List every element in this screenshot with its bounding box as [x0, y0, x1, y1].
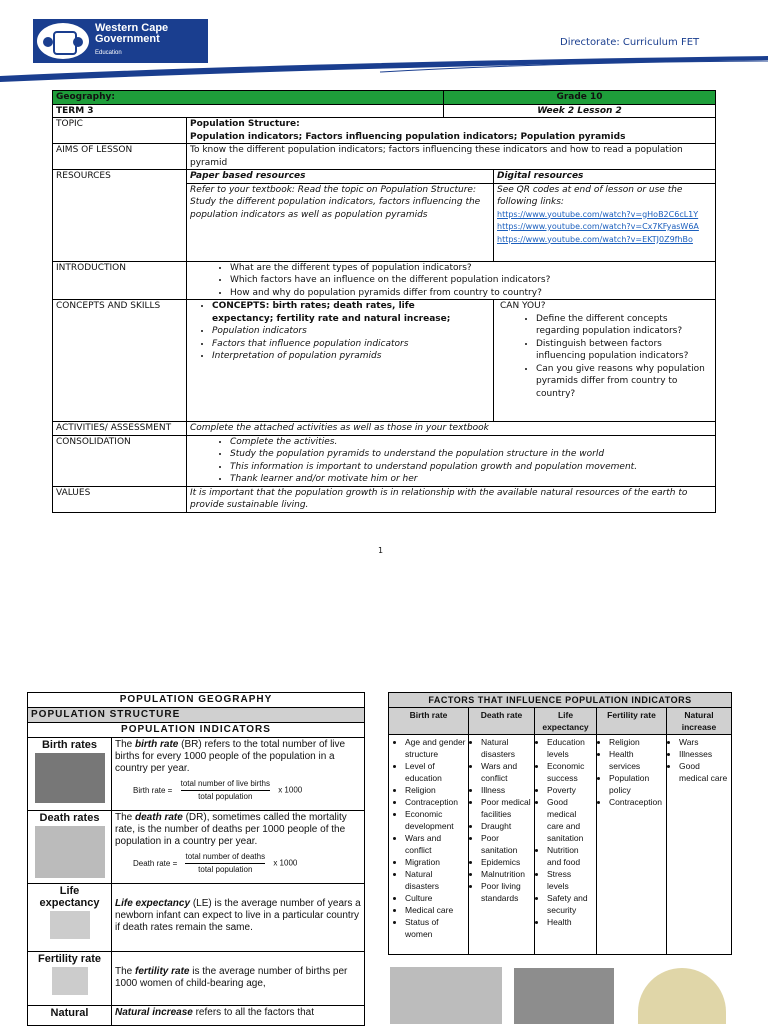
- factors-title: FACTORS THAT INFLUENCE POPULATION INDICATORS: [389, 693, 732, 708]
- concepts-value: [187, 300, 494, 422]
- can-you-head: CAN YOU?: [500, 301, 546, 311]
- factor-item: • Nutrition and food: [547, 844, 594, 868]
- birth-rate-formula-name: Birth rate =: [133, 785, 173, 795]
- factor-item: • Draught: [481, 820, 532, 832]
- concepts-row: [53, 300, 716, 422]
- factors-body-row: [389, 735, 732, 955]
- paper-resources-head: Paper based resources: [187, 170, 494, 184]
- factor-item: • Age and gender structure: [405, 736, 466, 760]
- can-you-item: • Can you give reasons why population pyramids differ from country to country?: [536, 363, 712, 401]
- life-expectancy-image: [50, 911, 90, 939]
- factor-item: • Contraception: [405, 796, 466, 808]
- subject-cell: Geography:: [53, 91, 444, 105]
- intro-label: INTRODUCTION: [53, 261, 187, 300]
- crowd-illustration: [390, 967, 502, 1024]
- factor-item: • Stress levels: [547, 868, 594, 892]
- fertility-rate-factors: [597, 735, 667, 955]
- col-life-expectancy: Life expectancy: [535, 708, 597, 735]
- factor-item: • Population policy: [609, 772, 664, 796]
- death-rate-label-cell: [28, 811, 112, 884]
- factor-item: • Wars: [679, 736, 729, 748]
- life-expectancy-label: Life expectancy: [39, 885, 100, 909]
- life-expectancy-row: [28, 884, 365, 952]
- intro-item: • What are the different types of population indicators?: [230, 262, 712, 275]
- birth-rate-formula: [115, 778, 361, 803]
- fertility-rate-desc: [112, 952, 365, 1006]
- population-geography-table: [27, 692, 365, 1026]
- week-cell: Week 2 Lesson 2: [444, 104, 716, 118]
- factor-item: • Good medical care and sanitation: [547, 796, 594, 844]
- factor-item: • Religion: [609, 736, 664, 748]
- birth-rate-multiplier: x 1000: [278, 785, 303, 795]
- consolidation-value: [187, 435, 716, 486]
- activities-label: ACTIVITIES/ ASSESSMENT: [53, 422, 187, 436]
- concepts-bold-1: CONCEPTS: birth rates; death rates, life: [212, 301, 415, 311]
- life-expectancy-post: (LE) is the average number of years a newborn infant can expect to live in a particular country if death rates remain the same.: [115, 898, 361, 933]
- factor-item: • Health services: [609, 748, 664, 772]
- food-plate-illustration: [638, 968, 726, 1024]
- factor-item: • Poverty: [547, 784, 594, 796]
- natural-increase-label: Natural: [28, 1006, 112, 1026]
- death-rate-post: (DR), sometimes called the mortality rate, is the number of deaths per 1000 people of the population in a country per year.: [115, 812, 347, 847]
- concept-item: • Interpretation of population pyramids: [212, 350, 490, 363]
- factor-item: • Wars and conflict: [481, 760, 532, 784]
- activities-value: Complete the attached activities as well as those in your textbook: [187, 422, 716, 436]
- birth-rate-factors: [389, 735, 469, 955]
- landscape-photo: [514, 968, 614, 1024]
- consolidation-label: CONSOLIDATION: [53, 435, 187, 486]
- death-rate-term: death rate: [135, 812, 183, 823]
- col-birth-rate: Birth rate: [389, 708, 469, 735]
- activities-row: [53, 422, 716, 436]
- resource-link[interactable]: https://www.youtube.com/watch?v=gHoB2C6cL1Y: [497, 209, 699, 219]
- factor-item: • Illness: [481, 784, 532, 796]
- resources-head-row: [53, 170, 716, 184]
- intro-row: [53, 261, 716, 300]
- intro-item: • Which factors have an influence on the different population indicators?: [230, 274, 712, 287]
- factor-item: • Status of women: [405, 916, 466, 940]
- fertility-rate-label: Fertility rate: [38, 953, 101, 965]
- factor-item: • Wars and conflict: [405, 832, 466, 856]
- col-natural-increase: Natural increase: [667, 708, 732, 735]
- birth-rate-term: birth rate: [135, 739, 179, 750]
- can-you-item: • Distinguish between factors influencing population indicators?: [536, 338, 712, 363]
- birth-rate-label: Birth rates: [41, 739, 98, 751]
- resources-label: RESOURCES: [53, 170, 187, 262]
- consolidation-item: • This information is important to understand population growth and population movement.: [230, 461, 712, 474]
- concepts-bold-2: expectancy; fertility rate and natural increase;: [212, 313, 451, 324]
- factor-item: • Religion: [405, 784, 466, 796]
- directorate-title: Directorate: Curriculum FET: [560, 37, 700, 48]
- term-cell: TERM 3: [53, 104, 444, 118]
- intro-value: [187, 261, 716, 300]
- factor-item: • Culture: [405, 892, 466, 904]
- factor-item: • Safety and security: [547, 892, 594, 916]
- term-row: [53, 104, 716, 118]
- intro-item: • How and why do population pyramids differ from country to country?: [230, 287, 712, 300]
- consolidation-row: [53, 435, 716, 486]
- digital-resources-cell: [494, 183, 716, 261]
- consolidation-item: • Study the population pyramids to understand the population structure in the world: [230, 448, 712, 461]
- factor-item: • Economic success: [547, 760, 594, 784]
- values-label: VALUES: [53, 486, 187, 512]
- birth-rate-photo: [35, 753, 105, 803]
- birth-rate-pre: The: [115, 739, 136, 750]
- page-number: 1: [378, 546, 384, 555]
- death-rate-formula-name: Death rate =: [133, 858, 178, 868]
- natural-increase-term: Natural increase: [115, 1007, 193, 1018]
- popgeo-title: POPULATION GEOGRAPHY: [28, 693, 365, 708]
- factor-item: • Level of education: [405, 760, 466, 784]
- grade-cell: Grade 10: [444, 91, 716, 105]
- topic-value: [187, 118, 716, 144]
- concepts-label: CONCEPTS AND SKILLS: [53, 300, 187, 422]
- factors-table: [388, 692, 732, 955]
- values-value: It is important that the population growth is in relationship with the available natural resources of the earth to provide sustainable living.: [187, 486, 716, 512]
- fertility-rate-image: [52, 967, 88, 995]
- topic-row: [53, 118, 716, 144]
- logo-line-2: Government: [95, 33, 160, 45]
- death-rate-denominator: total population: [198, 865, 253, 874]
- popgeo-structure: POPULATION STRUCTURE: [28, 708, 365, 723]
- topic-line-1: Population Structure:: [190, 119, 300, 129]
- topic-line-2: Population indicators; Factors influencing population indicators; Population pyramids: [190, 131, 626, 142]
- header-swoosh: [0, 54, 768, 84]
- life-expectancy-term: Life expectancy: [115, 898, 191, 909]
- logo-line-1: Western Cape: [95, 22, 169, 34]
- factor-item: • Education levels: [547, 736, 594, 760]
- popgeo-indicators: POPULATION INDICATORS: [28, 723, 365, 738]
- fertility-rate-pre: The: [115, 966, 136, 977]
- aims-label: AIMS OF LESSON: [53, 144, 187, 170]
- life-expectancy-desc: [112, 884, 365, 952]
- digital-resources-head: Digital resources: [494, 170, 716, 184]
- aims-row: [53, 144, 716, 170]
- fertility-rate-label-cell: [28, 952, 112, 1006]
- death-rate-numerator: total number of deaths: [185, 851, 265, 864]
- subject-row: [53, 91, 716, 105]
- consolidation-item: • Thank learner and/or motivate him or her: [230, 473, 712, 486]
- factor-item: • Poor sanitation: [481, 832, 532, 856]
- fertility-rate-term: fertility rate: [135, 966, 190, 977]
- factor-item: • Poor living standards: [481, 880, 532, 904]
- natural-increase-factors: [667, 735, 732, 955]
- factor-item: • Natural disasters: [405, 868, 466, 892]
- death-rate-formula: [115, 851, 361, 876]
- concept-item: • Population indicators: [212, 325, 490, 338]
- death-rate-factors: [469, 735, 535, 955]
- factor-item: • Migration: [405, 856, 466, 868]
- topic-label: TOPIC: [53, 118, 187, 144]
- death-rate-desc: [112, 811, 365, 884]
- resource-link[interactable]: https://www.youtube.com/watch?v=Cx7KFyasW6A: [497, 222, 699, 231]
- concept-item: • Factors that influence population indicators: [212, 338, 490, 351]
- factor-item: • Medical care: [405, 904, 466, 916]
- death-rate-row: [28, 811, 365, 884]
- factor-item: • Good medical care: [679, 760, 729, 784]
- concepts-bold-item: [212, 300, 490, 325]
- factor-item: • Contraception: [609, 796, 664, 808]
- birth-rate-denominator: total population: [198, 792, 253, 801]
- factors-header-row: [389, 708, 732, 735]
- logo-line-3: Education: [95, 50, 122, 56]
- death-rate-multiplier: x 1000: [273, 858, 298, 868]
- death-rate-photo: [35, 826, 105, 878]
- fertility-rate-row: [28, 952, 365, 1006]
- birth-rate-post: (BR) refers to the total number of live births for every 1000 people of the population in a country per year.: [115, 739, 346, 774]
- factor-item: • Epidemics: [481, 856, 532, 868]
- paper-resources-text: Refer to your textbook: Read the topic on Population Structure: Study the different population indicators, factors influencing the population indicators as well as population pyramids: [187, 183, 494, 261]
- life-expectancy-label-cell: [28, 884, 112, 952]
- digital-resources-text: See QR codes at end of lesson or use the following links:: [497, 184, 683, 207]
- birth-rate-label-cell: [28, 738, 112, 811]
- can-you-cell: [494, 300, 716, 422]
- lesson-plan-table: [52, 90, 716, 513]
- factor-item: • Health: [547, 916, 594, 928]
- natural-increase-desc: [112, 1006, 365, 1026]
- death-rate-label: Death rates: [39, 812, 100, 824]
- death-rate-pre: The: [115, 812, 136, 823]
- natural-increase-row: [28, 1006, 365, 1026]
- life-expectancy-factors: [535, 735, 597, 955]
- resource-link[interactable]: https://www.youtube.com/watch?v=EKTJ0Z9fhBo: [497, 234, 693, 244]
- can-you-item: • Define the different concepts regarding population indicators?: [536, 313, 712, 338]
- values-row: [53, 486, 716, 512]
- factor-item: • Malnutrition: [481, 868, 532, 880]
- col-death-rate: Death rate: [469, 708, 535, 735]
- consolidation-item: • Complete the activities.: [230, 436, 712, 449]
- factor-item: • Economic development: [405, 808, 466, 832]
- fertility-rate-post: is the average number of births per 1000 women of child-bearing age,: [115, 966, 348, 989]
- birth-rate-desc: [112, 738, 365, 811]
- factor-item: • Poor medical facilities: [481, 796, 532, 820]
- col-fertility-rate: Fertility rate: [597, 708, 667, 735]
- factor-item: • Natural disasters: [481, 736, 532, 760]
- natural-increase-post: refers to all the factors that: [192, 1007, 314, 1018]
- factor-item: • Illnesses: [679, 748, 729, 760]
- birth-rate-numerator: total number of live births: [181, 778, 270, 791]
- birth-rate-row: [28, 738, 365, 811]
- aims-value: To know the different population indicators; factors influencing these indicators and how to read a population pyramid: [187, 144, 716, 170]
